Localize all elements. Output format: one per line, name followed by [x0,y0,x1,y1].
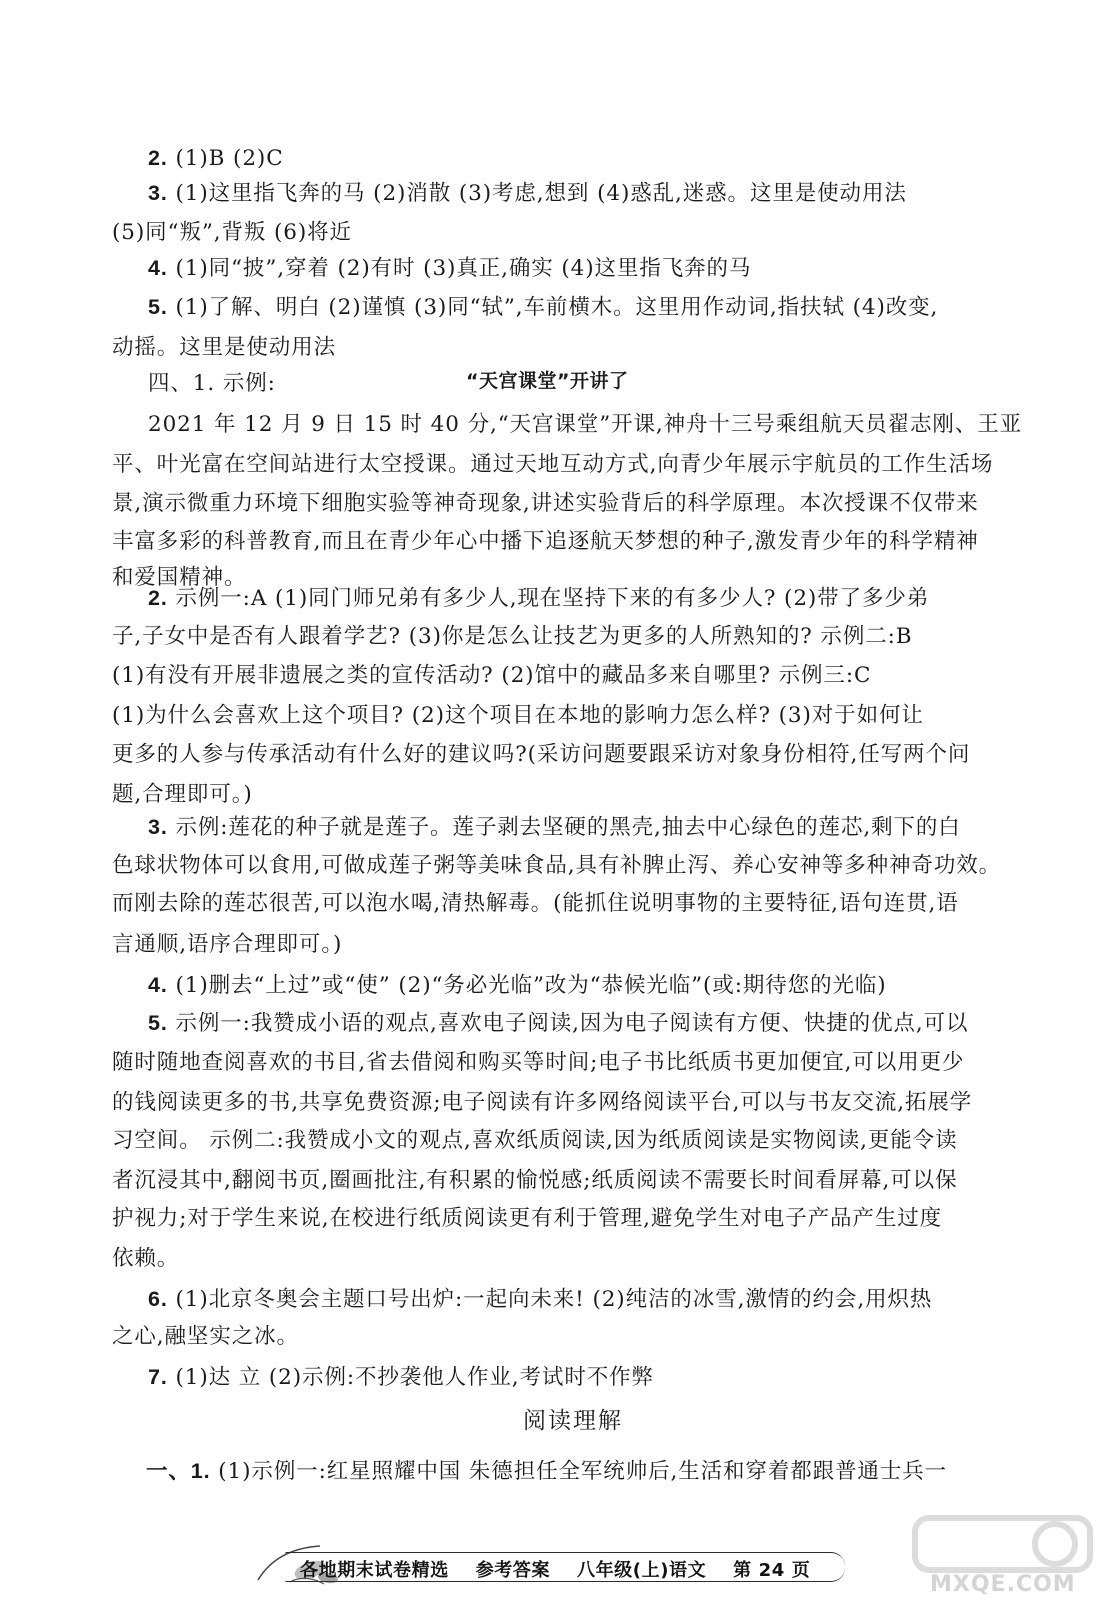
text-line: (1)为什么会喜欢上这个项目? (2)这个项目在本地的影响力怎么样? (3)对于如何让 [112,703,924,728]
text-line: 丰富多彩的科普教育,而且在青少年心中播下追逐航天梦想的种子,激发青少年的科学精神 [112,529,979,554]
text-line: 题,合理即可。) [112,782,253,807]
text-line: 更多的人参与传承活动有什么好的建议吗?(采访问题要跟采访对象身份相符,任写两个问 [112,742,971,767]
text-line: 7. (1)达 立 (2)示例:不抄袭他人作业,考试时不作弊 [148,1365,654,1390]
text-line: 动摇。这里是使动用法 [112,335,337,360]
footer-answer-label: 参考答案 [475,1560,551,1581]
text-line: 4. (1)删去“上过”或“使” (2)“务必光临”改为“恭候光临”(或:期待您的光临) [148,973,887,998]
text-line: 景,演示微重力环境下细胞实验等神奇现象,讲述实验背后的科学原理。本次授课不仅带来 [112,491,979,516]
text-line: 2. 示例一:A (1)同门师兄弟有多少人,现在坚持下来的有多少人? (2)带了多少弟 [148,586,930,611]
footer-book-title: 各地期末试卷精选 [300,1560,449,1581]
text-line: 和爱国精神。 [112,565,247,590]
text-line: 色球状物体可以食用,可做成莲子粥等美味食品,具有补脾止泻、养心安神等多种神奇功效。 [112,853,1002,878]
footer-text [300,1556,830,1582]
text-line: 随时随地查阅喜欢的书目,省去借阅和购买等时间;电子书比纸质书更加便宜,可以用更少 [112,1050,965,1075]
text-line: (5)同“叛”,背叛 (6)将近 [112,220,352,245]
text-line: 子,子女中是否有人跟着学艺? (3)你是怎么让技艺为更多的人所熟知的? 示例二:B [112,624,913,649]
text-line: 3. (1)这里指飞奔的马 (2)消散 (3)考虑,想到 (4)惑乱,迷惑。这里是使动用法 [148,181,907,206]
text-line: 3. 示例:莲花的种子就是莲子。莲子剥去坚硬的黑壳,抽去中心绿色的莲芯,剩下的白 [148,815,961,840]
text-line: 4. (1)同“披”,穿着 (2)有时 (3)真正,确实 (4)这里指飞奔的马 [148,256,752,281]
section-heading: 阅读理解 [523,1408,623,1434]
text-line: 2021 年 12 月 9 日 15 时 40 分,“天宫课堂”开课,神舟十三号乘组航天员翟志刚、王亚 [148,412,1023,437]
text-line: 5. (1)了解、明白 (2)谨慎 (3)同“轼”,车前横木。这里用作动词,指扶轼 (4)改变, [148,295,939,320]
article-title: “天宫课堂”开讲了 [466,370,629,392]
text-line: 护视力;对于学生来说,在校进行纸质阅读更有利于管理,避免学生对电子产品产生过度 [112,1206,943,1231]
text-line: 之心,融坚实之冰。 [112,1324,299,1349]
text-line: 5. 示例一:我赞成小语的观点,喜欢电子阅读,因为电子阅读有方便、快捷的优点,可以 [148,1011,969,1036]
text-line: 习空间。 示例二:我赞成小文的观点,喜欢纸质阅读,因为纸质阅读是实物阅读,更能令读 [112,1128,958,1153]
text-line: 而刚去除的莲芯很苦,可以泡水喝,清热解毒。(能抓住说明事物的主要特征,语句连贯,语 [112,891,959,916]
text-line: 6. (1)北京冬奥会主题口号出炉:一起向未来! (2)纯洁的冰雪,激情的约会,用炽热 [148,1287,933,1312]
text-line: 者沉浸其中,翻阅书页,圈画批注,有积累的愉悦感;纸质阅读不需要长时间看屏幕,可以保 [112,1168,958,1193]
watermark-text: MXQE.COM [930,1572,1076,1597]
text-line: 平、叶光富在空间站进行太空授课。通过天地互动方式,向青少年展示宇航员的工作生活场 [112,452,994,477]
footer-grade: 八年级(上)语文 [576,1560,707,1581]
text-line: 四、1. 示例: [148,371,276,396]
text-line: 的钱阅读更多的书,共享免费资源;电子阅读有许多网络阅读平台,可以与书友交流,拓展学 [112,1090,973,1115]
text-line: 依赖。 [112,1246,180,1271]
footer-page-number: 第 24 页 [733,1560,811,1581]
text-line: 一、1. (1)示例一:红星照耀中国 朱德担任全军统帅后,生活和穿着都跟普通士兵一 [146,1459,948,1484]
text-line: (1)有没有开展非遗展之类的宣传活动? (2)馆中的藏品多来自哪里? 示例三:C [112,663,872,688]
text-line: 2. (1)B (2)C [148,146,284,171]
text-line: 言通顺,语序合理即可。) [112,932,343,957]
